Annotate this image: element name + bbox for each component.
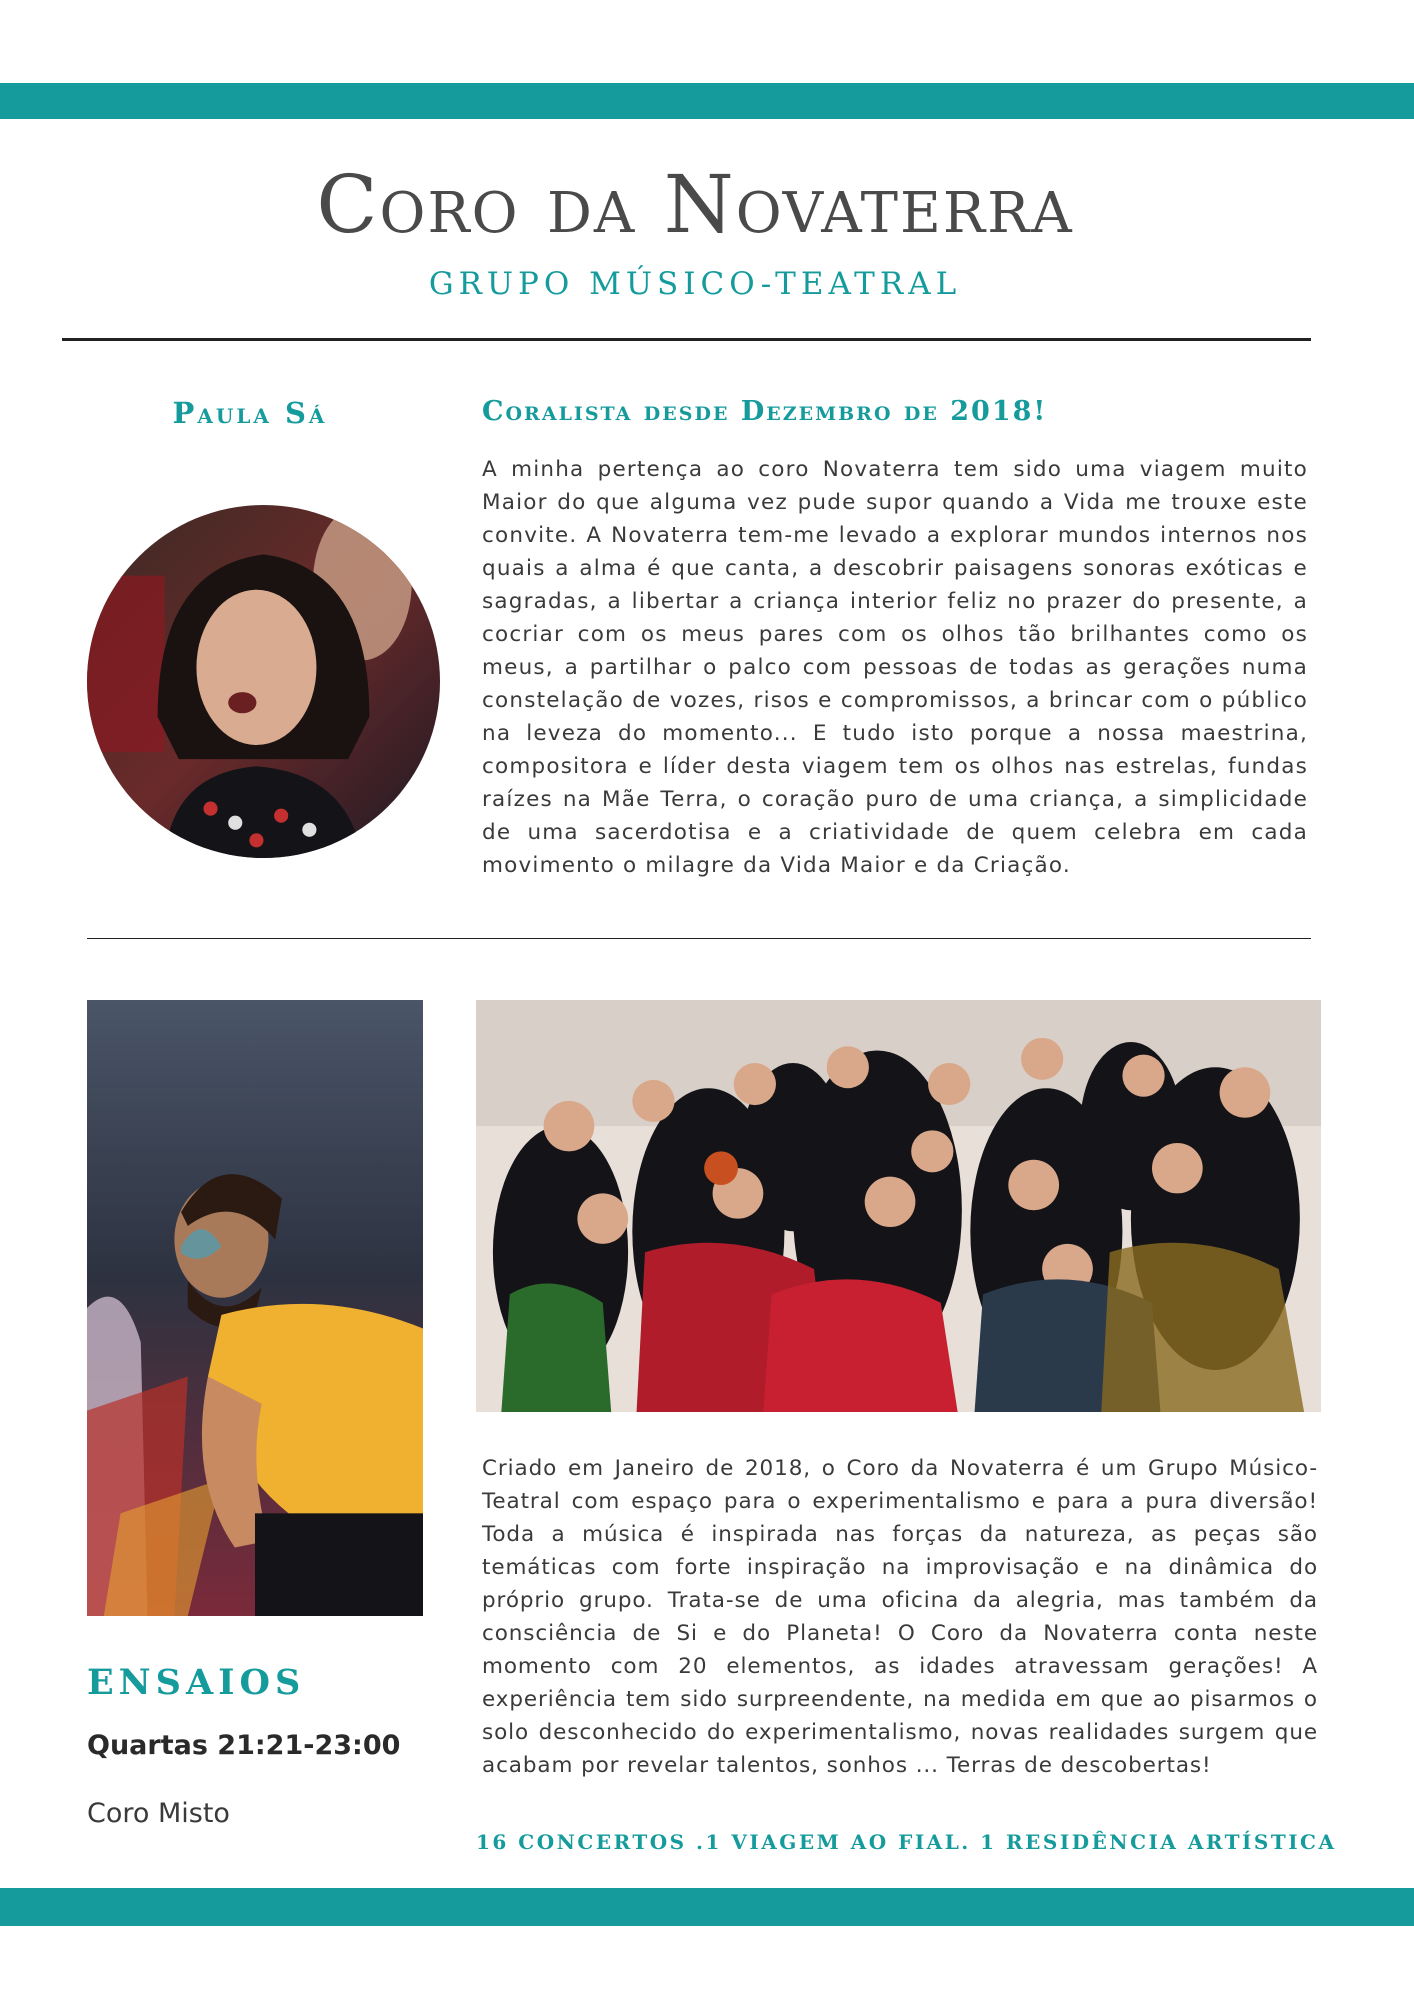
rehearsals-heading: ENSAIOS	[87, 1662, 306, 1703]
page-title: Coro da Novaterra	[316, 158, 1074, 251]
testimonial-heading: Coralista desde Dezembro de 2018!	[482, 396, 1048, 427]
top-accent-band	[0, 83, 1414, 119]
choir-type: Coro Misto	[87, 1798, 230, 1829]
highlights-line: 16 CONCERTOS .1 VIAGEM AO FIAL. 1 RESIDÊNCIA ARTÍSTICA	[476, 1830, 1337, 1854]
bottom-accent-band	[0, 1888, 1414, 1926]
performer-photo	[87, 1000, 423, 1616]
testimonial-author: Paula Sá	[172, 396, 328, 430]
section-divider	[87, 938, 1311, 939]
testimonial-text: A minha pertença ao coro Novaterra tem sido uma viagem muito Maior do que alguma vez pude supor quando a Vida me trouxe este convite. A Novaterra tem-me levado a explorar mundos internos nos quais a alma é que canta, a descobrir paisagens sonoras exóticas e sagradas, a libertar a criança interior feliz no prazer do presente, a cocriar com os meus pares com os olhos tão brilhantes como os meus, a partilhar o palco com pessoas de todas as gerações numa constelação de vozes, risos e compromissos, a brincar com o público na leveza do momento... E tudo isto porque a nossa maestrina, compositora e líder desta viagem tem os olhos nas estrelas, fundas raízes na Mãe Terra, o coração puro de uma criança, a simplicidade de uma sacerdotisa e a criatividade de quem celebra em cada movimento o milagre da Vida Maior e da Criação.	[482, 457, 1308, 878]
portrait-photo	[87, 505, 440, 858]
rehearsal-schedule: Quartas 21:21-23:00	[87, 1730, 401, 1761]
page-subtitle: GRUPO MÚSICO-TEATRAL	[428, 266, 962, 302]
header-divider	[62, 338, 1311, 341]
choir-group-photo	[476, 1000, 1321, 1412]
about-text: Criado em Janeiro de 2018, o Coro da Novaterra é um Grupo Músico-Teatral com espaço para o experimentalismo e para a pura diversão! Toda a música é inspirada nas forças da natureza, as peças são temáticas com forte inspiração na improvisação e na dinâmica do próprio grupo. Trata-se de uma oficina da alegria, mas também da consciência de Si e do Planeta! O Coro da Novaterra conta neste momento com 20 elementos, as idades atravessam gerações! A experiência tem sido surpreendente, na medida em que ao pisarmos o solo desconhecido do experimentalismo, novas realidades surgem que acabam por revelar talentos, sonhos ... Terras de descobertas!	[482, 1456, 1318, 1778]
